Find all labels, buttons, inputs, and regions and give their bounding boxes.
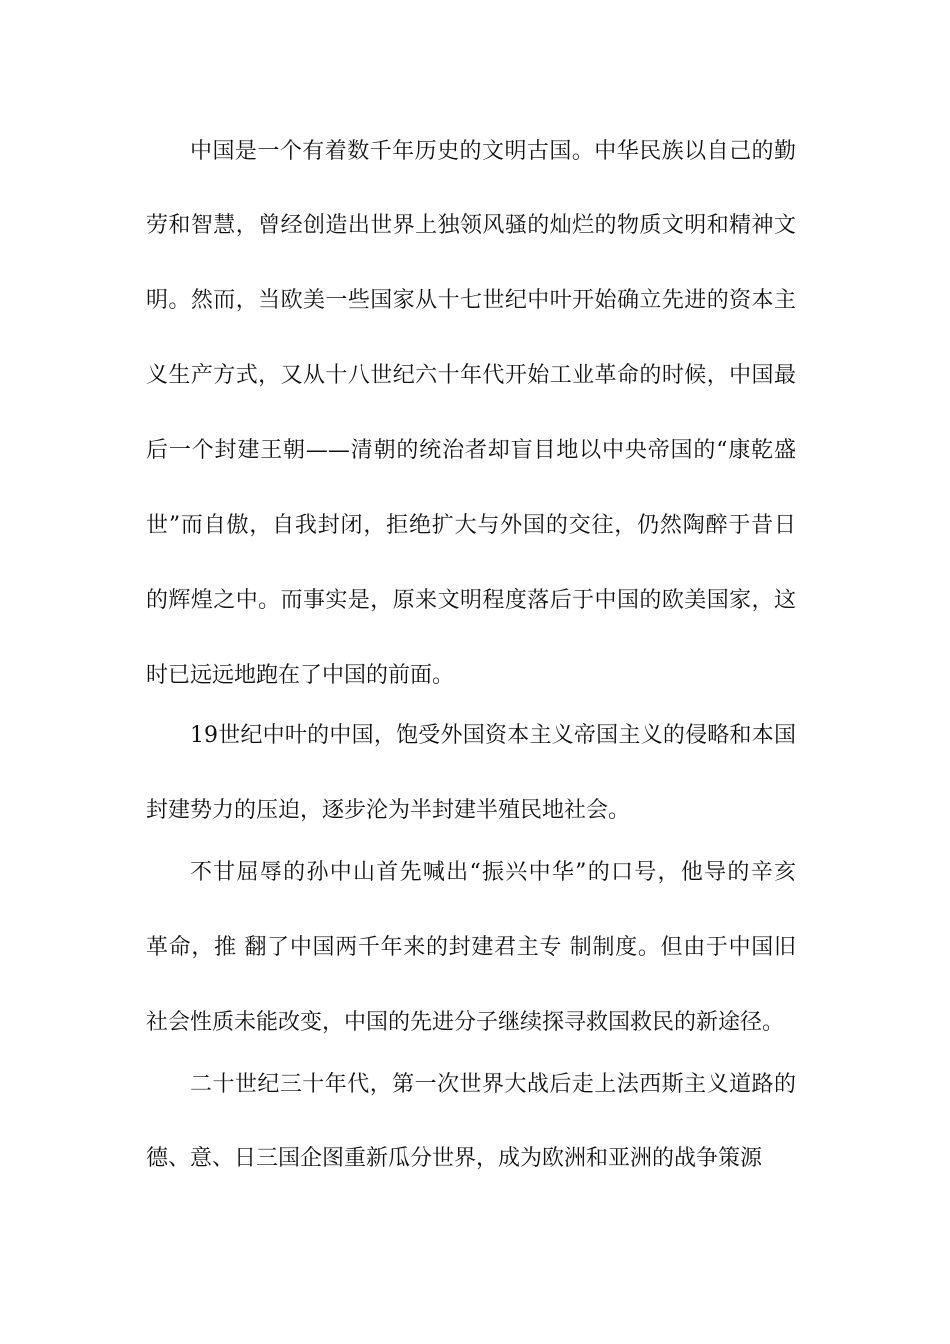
paragraph-1-line-3: 明。然而，当欧美一些国家从十七世纪中叶开始确立先进的资本主 — [146, 288, 796, 313]
paragraph-3-line-1: 不甘屈辱的孙中山首先喊出“振兴中华”的口号，他导的辛亥 — [190, 860, 796, 885]
paragraph-1-line-4: 义生产方式，又从十八世纪六十年代开始工业革命的时候，中国最 — [146, 363, 796, 388]
paragraph-4-line-2: 德、意、日三国企图重新瓜分世界，成为欧洲和亚洲的战争策源 — [146, 1146, 763, 1171]
paragraph-2-line-2: 封建势力的压迫，逐步沦为半封建半殖民地社会。 — [146, 798, 631, 823]
paragraph-3-line-2: 革命，推 翻了中国两千年来的封建君主专 制制度。但由于中国旧 — [146, 935, 796, 960]
paragraph-1-line-8: 时已远远地跑在了中国的前面。 — [146, 663, 455, 688]
paragraph-1-line-2: 劳和智慧，曾经创造出世界上独领风骚的灿烂的物质文明和精神文 — [146, 213, 796, 238]
paragraph-1-line-5: 后一个封建王朝——清朝的统治者却盲目地以中央帝国的“康乾盛 — [146, 438, 796, 463]
paragraph-4-line-1: 二十世纪三十年代，第一次世界大战后走上法西斯主义道路的 — [190, 1072, 796, 1097]
paragraph-2-line-1: 19世纪中叶的中国，饱受外国资本主义帝国主义的侵略和本国 — [190, 723, 796, 748]
paragraph-1-line-7: 的辉煌之中。而事实是，原来文明程度落后于中国的欧美国家，这 — [146, 588, 796, 613]
paragraph-3-line-3: 社会性质未能改变，中国的先进分子继续探寻救国救民的新途径。 — [146, 1010, 785, 1035]
paragraph-1-line-1: 中国是一个有着数千年历史的文明古国。中华民族以自己的勤 — [190, 139, 796, 164]
paragraph-1-line-6: 世”而自傲，自我封闭，拒绝扩大与外国的交往，仍然陶醉于昔日 — [146, 513, 796, 538]
